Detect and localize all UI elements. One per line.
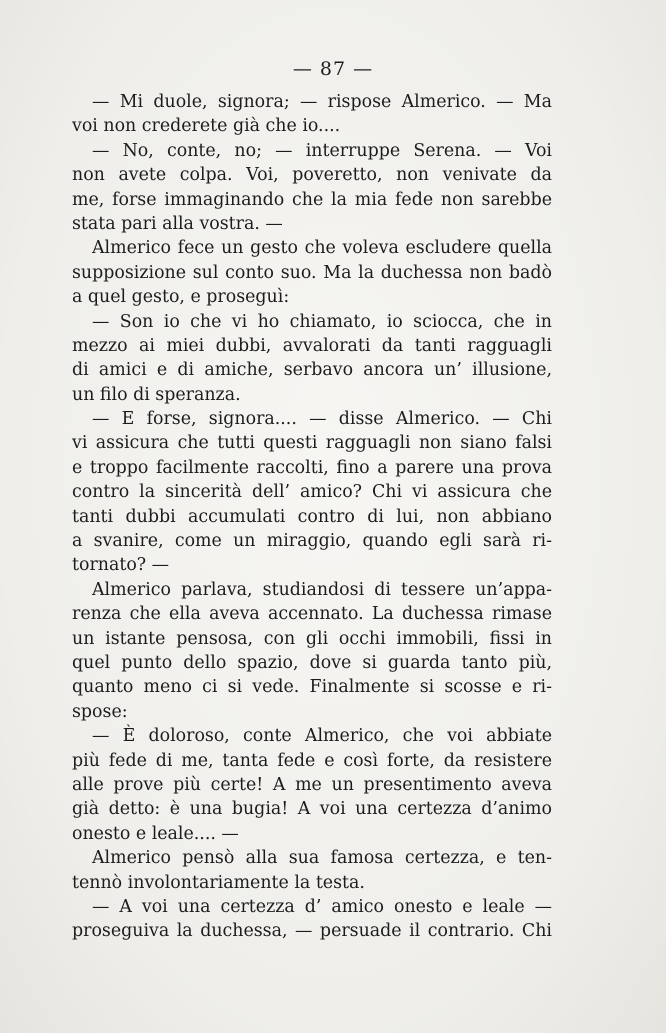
- page-number: — 87 —: [292, 58, 374, 80]
- text-line: Almerico pensò alla sua famosa certezza, e ten-: [92, 848, 552, 869]
- text-line: stata pari alla vostra. —: [72, 213, 283, 234]
- text-line: alle prove più certe! A me un presentimento aveva: [72, 774, 552, 795]
- text-line: mezzo ai miei dubbi, avvalorati da tanti ragguagli: [72, 335, 552, 356]
- text-line: — A voi una certezza d’ amico onesto e leale —: [92, 896, 552, 917]
- text-line: non avete colpa. Voi, poveretto, non venivate da: [72, 165, 552, 186]
- text-line: un istante pensosa, con gli occhi immobili, fissi in: [72, 628, 552, 649]
- text-line: Almerico parlava, studiandosi di tessere un’appa-: [92, 579, 552, 600]
- text-line: onesto e leale.... —: [72, 823, 239, 844]
- text-line: tennò involontariamente la testa.: [72, 872, 365, 893]
- text-line: — Mi duole, signora; — rispose Almerico. — Ma: [92, 92, 552, 112]
- text-line: supposizione sul conto suo. Ma la duchessa non badò: [72, 262, 552, 283]
- text-line: — Son io che vi ho chiamato, io sciocca, che in: [92, 311, 552, 332]
- text-line: vi assicura che tutti questi ragguagli non siano falsi: [72, 433, 552, 454]
- text-line: renza che ella aveva accennato. La duchessa rimase: [72, 604, 552, 625]
- text-line: più fede di me, tanta fede e così forte, da resistere: [72, 750, 552, 771]
- text-line: di amici e di amiche, serbavo ancora un’ illusione,: [72, 360, 552, 381]
- text-line: — È doloroso, conte Almerico, che voi abbiate: [92, 726, 552, 747]
- text-line: — E forse, signora.... — disse Almerico. — Chi: [92, 409, 552, 430]
- text-line: tanti dubbi accumulati contro di lui, non abbiano: [72, 506, 552, 527]
- text-line: quanto meno ci si vede. Finalmente si scosse e ri-: [72, 677, 552, 698]
- text-line: quel punto dello spazio, dove si guarda tanto più,: [72, 652, 552, 673]
- text-line: e troppo facilmente raccolti, fino a parere una prova: [72, 457, 552, 478]
- text-line: me, forse immaginando che la mia fede non sarebbe: [72, 189, 552, 210]
- body-text: [72, 90, 552, 944]
- text-line: contro la sincerità dell’ amico? Chi vi assicura che: [72, 482, 552, 503]
- text-line: Almerico fece un gesto che voleva escludere quella: [92, 238, 552, 259]
- text-line: già detto: è una bugia! A voi una certezza d’animo: [72, 799, 552, 820]
- text-line: tornato? —: [72, 555, 170, 576]
- text-line: proseguiva la duchessa, — persuade il contrario. Chi: [72, 921, 552, 942]
- text-line: — No, conte, no; — interruppe Serena. — Voi: [92, 140, 552, 161]
- text-line: voi non crederete già che io....: [72, 116, 341, 137]
- text-line: spose:: [72, 701, 128, 722]
- text-line: un filo di speranza.: [72, 384, 241, 405]
- text-line: a svanire, come un miraggio, quando egli sarà ri-: [72, 531, 552, 552]
- text-line: a quel gesto, e proseguì:: [72, 287, 290, 308]
